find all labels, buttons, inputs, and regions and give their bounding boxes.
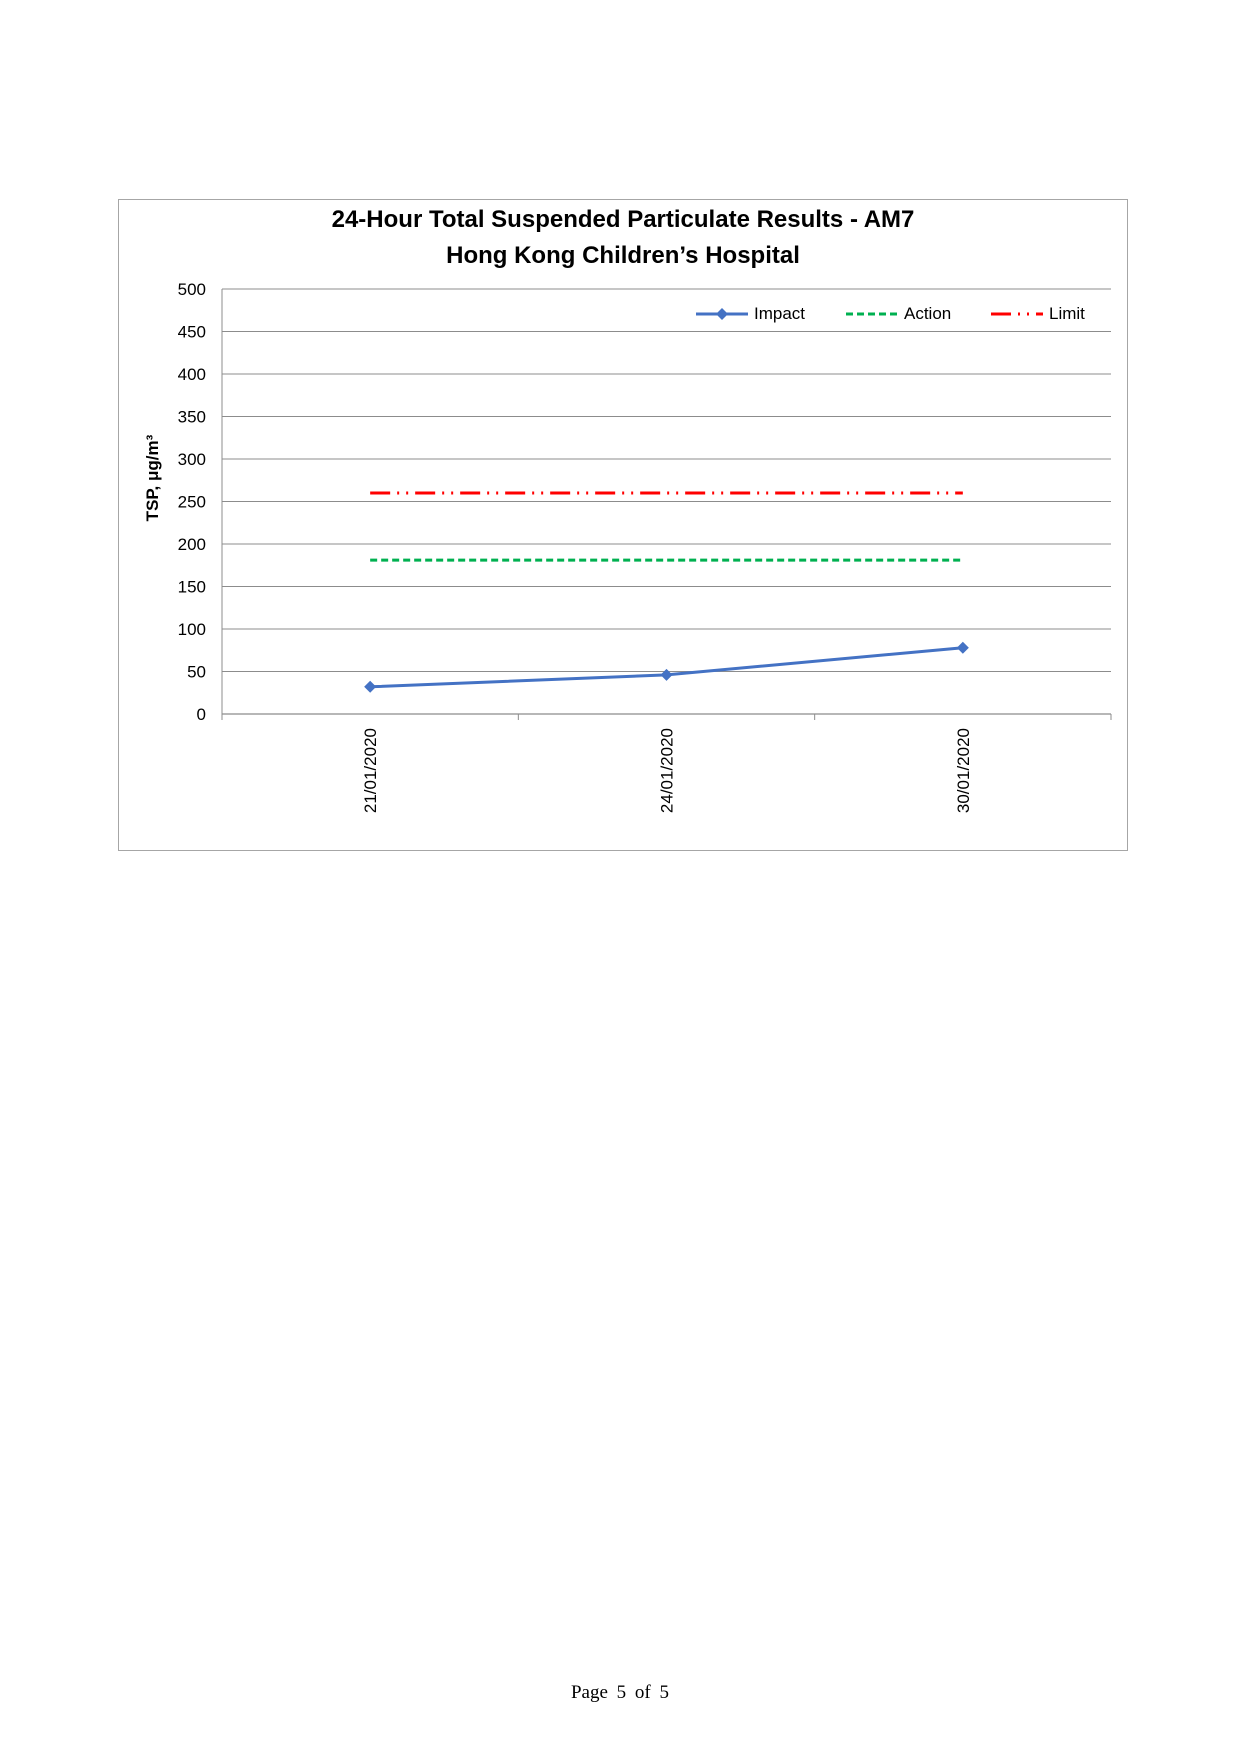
y-axis-label: TSP, μg/m³	[143, 434, 162, 522]
page-footer	[0, 1682, 1240, 1704]
x-tick-label: 30/01/2020	[953, 728, 973, 814]
chart-subtitle: Hong Kong Children’s Hospital	[446, 242, 800, 269]
y-tick-label: 350	[177, 407, 206, 427]
y-tick-label: 200	[177, 535, 206, 554]
legend-label-impact: Impact	[754, 303, 806, 323]
chart-title: 24-Hour Total Suspended Particulate Results - AM7	[331, 206, 915, 233]
y-tick-label: 300	[177, 450, 206, 469]
y-tick-label: 100	[177, 620, 206, 639]
x-tick-label: 24/01/2020	[657, 728, 677, 814]
page-total: 5	[659, 1682, 669, 1703]
data-point-impact	[661, 669, 673, 681]
y-tick-label: 0	[196, 705, 206, 724]
legend-swatch-limit	[989, 307, 1045, 321]
page-word: Page	[570, 1682, 608, 1703]
of-word: of	[634, 1682, 651, 1703]
legend-item-action	[844, 303, 951, 324]
data-point-impact	[364, 681, 376, 693]
page-number: 5	[616, 1682, 627, 1703]
chart-frame	[118, 199, 1128, 851]
series-line-impact	[370, 648, 963, 687]
y-tick-label: 50	[187, 662, 206, 682]
y-tick-label: 250	[177, 492, 206, 512]
y-tick-label: 500	[177, 280, 206, 299]
y-tick-label: 400	[177, 365, 206, 384]
y-tick-label: 450	[177, 322, 206, 342]
legend-item-impact	[694, 303, 805, 324]
legend-swatch-impact	[694, 307, 750, 321]
legend-label-limit: Limit	[1049, 303, 1085, 323]
data-point-impact	[957, 642, 969, 654]
legend-label-action: Action	[904, 303, 952, 323]
plot-area	[119, 200, 1129, 852]
x-tick-label: 21/01/2020	[361, 728, 381, 814]
y-tick-label: 150	[177, 577, 206, 597]
legend-swatch-action	[844, 307, 900, 321]
legend-item-limit	[989, 303, 1085, 324]
